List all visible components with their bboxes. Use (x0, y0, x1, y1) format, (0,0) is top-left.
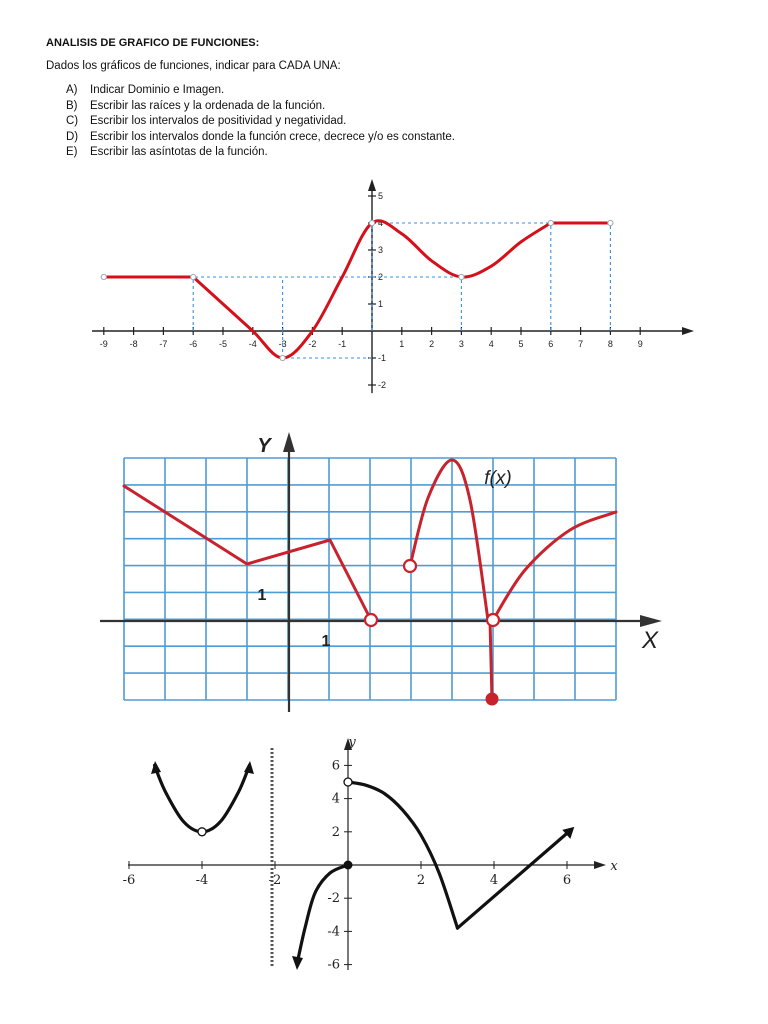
y-axis-label: y (348, 735, 356, 750)
curve-point (191, 274, 196, 279)
y-tick-label: 5 (378, 191, 384, 201)
open-point (404, 560, 416, 572)
x-axis-arrow-icon (594, 861, 606, 869)
curve-point (608, 220, 613, 225)
task-text: Escribir las raíces y la ordenada de la función. (90, 99, 326, 112)
graph-3 (0, 728, 768, 988)
x-tick-label: -1 (338, 339, 347, 349)
function-ray (458, 830, 571, 928)
function-drop (490, 620, 492, 700)
y-axis-arrow-icon (368, 179, 376, 191)
x-tick-label: -2 (308, 339, 317, 349)
y-axis-label: Y (257, 435, 271, 457)
curve-point (459, 274, 464, 279)
y-tick-label: 4 (378, 218, 384, 228)
x-tick-label: 7 (578, 339, 584, 349)
task-letter: B) (66, 99, 78, 112)
task-text: Escribir los intervalos de positividad y negatividad. (90, 115, 347, 127)
function-hump (410, 460, 488, 620)
x-tick-label: 2 (429, 339, 435, 349)
x-axis-arrow-icon (640, 615, 662, 627)
x-tick-label: -8 (129, 339, 138, 349)
x-tick-label: 5 (518, 339, 524, 349)
task-list (66, 83, 455, 161)
arrow-down-icon (292, 956, 303, 970)
x-axis-label: X (641, 627, 659, 654)
y-tick-label: 6 (331, 758, 340, 774)
graph-1 (0, 175, 768, 435)
curve-point (280, 355, 285, 360)
y-tick-label: -4 (327, 924, 340, 940)
y-tick-label: 2 (378, 272, 384, 282)
filled-point (344, 861, 352, 869)
x-tick-label: 4 (489, 873, 499, 888)
task-text: Indicar Dominio e Imagen. (90, 84, 225, 96)
x-tick-label: 9 (637, 339, 643, 349)
task-text: Escribir las asíntotas de la función. (90, 146, 268, 158)
task-letter: D) (66, 130, 79, 143)
open-point (344, 778, 352, 786)
open-point (365, 614, 377, 626)
function-branch-lower (297, 865, 348, 964)
x-tick-label: 1 (399, 339, 405, 349)
task-item (66, 83, 455, 99)
x-unit-label: 1 (321, 633, 331, 650)
y-tick-label: -6 (327, 957, 340, 973)
arrow-up-left-icon (151, 761, 161, 774)
y-tick-label: -1 (378, 353, 387, 363)
y-tick-label: 2 (331, 824, 340, 840)
task-item (66, 114, 455, 130)
curve-label: f(x) (484, 468, 512, 489)
task-letter: C) (66, 115, 79, 127)
function-parabola (155, 765, 250, 831)
x-tick-label: -7 (159, 339, 168, 349)
document-title: ANALISIS DE GRAFICO DE FUNCIONES: (46, 37, 260, 49)
x-tick-label: 3 (458, 339, 464, 349)
x-tick-label: 6 (548, 339, 554, 349)
y-tick-label: -2 (378, 380, 387, 390)
x-tick-label: 8 (607, 339, 613, 349)
y-unit-label: 1 (257, 587, 267, 604)
filled-point (486, 693, 498, 705)
x-tick-label: -6 (189, 339, 198, 349)
curve-point (369, 220, 374, 225)
arrow-up-right-icon (244, 761, 254, 774)
x-tick-label: 2 (416, 873, 426, 888)
x-tick-label: -4 (195, 873, 209, 888)
task-item (66, 130, 455, 146)
y-tick-label: 1 (378, 299, 384, 309)
x-tick-label: 6 (562, 873, 572, 888)
x-tick-label: -4 (248, 339, 257, 349)
x-axis-arrow-icon (682, 327, 694, 335)
x-tick-label: -3 (278, 339, 287, 349)
task-letter: E) (66, 146, 78, 158)
x-tick-label: -2 (268, 873, 282, 888)
curve-point (101, 274, 106, 279)
open-point (487, 614, 499, 626)
task-item (66, 145, 455, 161)
x-tick-label: -9 (99, 339, 108, 349)
x-tick-label: 4 (488, 339, 494, 349)
y-axis-arrow-icon (283, 432, 295, 452)
y-tick-label: 3 (378, 245, 384, 255)
task-letter: A) (66, 84, 78, 96)
function-decreasing-curve (348, 782, 458, 928)
x-tick-label: -5 (218, 339, 228, 349)
y-tick-label: -2 (327, 891, 340, 907)
instructions-intro: Dados los gráficos de funciones, indicar para CADA UNA: (46, 60, 341, 72)
open-point (198, 828, 206, 836)
curve-point (548, 220, 553, 225)
graph-2 (0, 420, 768, 720)
task-item (66, 99, 455, 115)
y-tick-label: 4 (331, 791, 340, 807)
task-text: Escribir los intervalos donde la función crece, decrece y/o es constante. (90, 130, 455, 143)
x-axis-label: x (610, 859, 618, 874)
x-tick-label: -6 (122, 873, 136, 888)
